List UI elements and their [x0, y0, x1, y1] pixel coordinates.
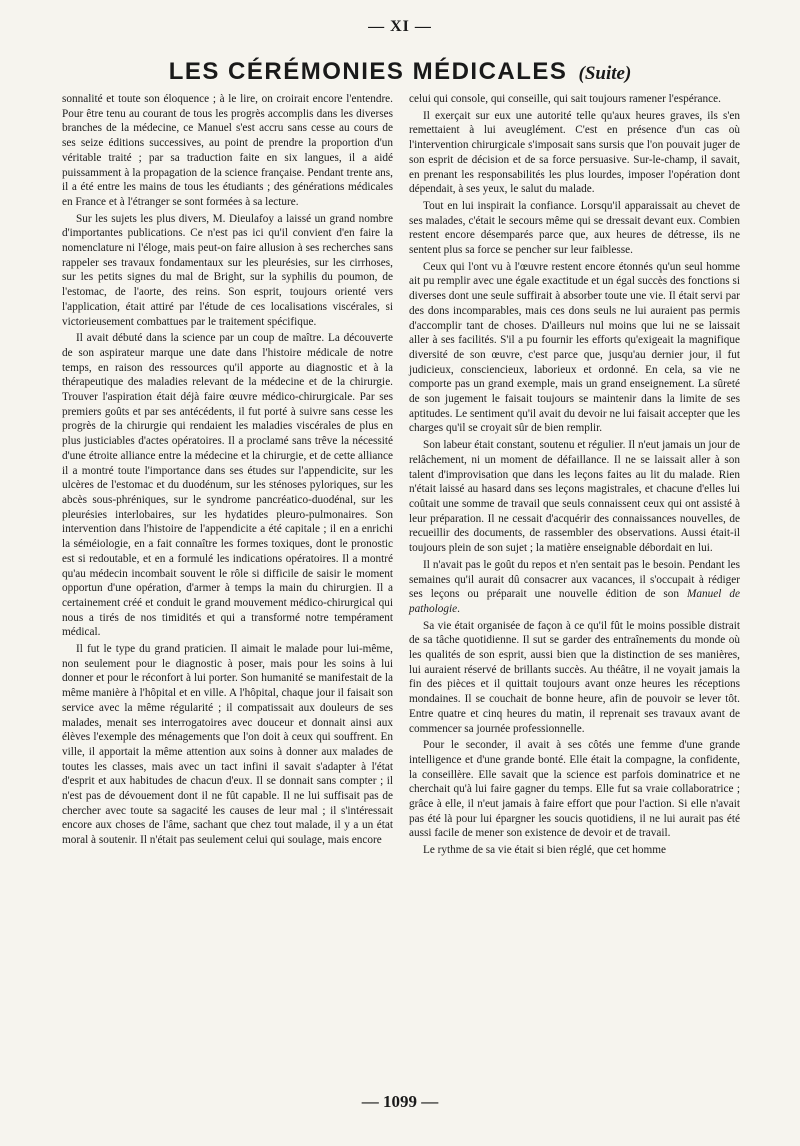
- paragraph: Il fut le type du grand praticien. Il aimait le malade pour lui-même, non seulement pour le diagnostic à poser, mais pour les soins à lui donner et pour le réconfort à lui porter. Son humanité se manifestait de la même manière à l'hôpital et en ville. A l'hôpital, chaque jour il faisait son service avec la même régularité ; il compatissait aux douleurs de ses malades, menait ses interrogatoires avec douceur et donnait ainsi aux élèves l'exemple des ménagements que l'on doit à ceux qui souffrent. En ville, il apportait la même attention aux soins à donner aux malades de toutes les classes, mais avec un tact infini il savait s'adapter à l'état d'esprit et aux habitudes de chacun d'eux. Il se donnait sans compter ; il n'est pas de dévouement dont il ne fût capable. Il ne lui suffisait pas de chercher avec toute sa sagacité les causes de leur mal ; il s'intéressait encore aux choses de l'âme, sachant que chez tout malade, il y a un état moral à soutenir. Il n'était pas seulement celui qui soulage, mais encore: [62, 643, 393, 847]
- paragraph: Ceux qui l'ont vu à l'œuvre restent encore étonnés qu'un seul homme ait pu remplir avec une égale exactitude et un égal succès des fonctions si diverses dont une seule suffirait à absorber toute une vie. Il était servi par des dons incomparables, mais ces dons seuls ne lui auraient pas permis d'accomplir tant de choses. D'ailleurs nul moins que lui ne se laissait aller à ses facilités. S'il a pu fournir les efforts qu'exigeait la magnifique diversité de son œuvre, c'est parce que, jusqu'au dernier jour, il fut judicieux, consciencieux, laborieux et ordonné. En cela, sa vie ne comporte pas un grand exemple, mais un grand enseignement. La sûreté de son jugement le faisait toujours se maintenir dans la limite de ses aptitudes. Le sentiment qu'il avait du devoir ne lui faisait accepter que les charges qu'il se croyait sûr de bien remplir.: [409, 260, 740, 435]
- article-title: LES CÉRÉMONIES MÉDICALES: [168, 58, 568, 85]
- paragraph: sonnalité et toute son éloquence ; à le lire, on croirait encore l'entendre. Pour être tenu au courant de tous les progrès accomplis dans les diverses branches de la médecine, ce Manuel s'est accru sans cesse au cours de ses seize éditions successives, au point de prendre la proportion d'un véritable traité ; par sa traduction faite en six langues, il a aidé puissamment à la propagation de la science française. Pendant trente ans, il a été entre les mains de tous les étudiants ; des générations médicales en France et à l'étranger se sont formées à sa lecture.: [62, 93, 393, 208]
- paragraph: Sa vie était organisée de façon à ce qu'il fût le moins possible distrait de sa tâche quotidienne. Il sut se garder des entraînements du monde où les qualités de son esprit, aussi bien que la distinction de ses manières, lui auraient réservé de brillants succès. Au théâtre, il ne voyait jamais la fin des pièces et il quittait toujours avant onze heures les réceptions mondaines. Il se couchait de bonne heure, afin de pouvoir se lever tôt. Entre quatre et cinq heures du matin, il reprenait ses travaux avant de commencer sa journée professionnelle.: [409, 619, 740, 735]
- paragraph: Il exerçait sur eux une autorité telle qu'aux heures graves, ils s'en remettaient à lui aveuglément. C'est en présence d'un cas où l'intervention chirurgicale s'imposait sans sursis que l'on pouvait juger de son esprit de décision et de sa force persuasive. Sur-le-champ, il savait, en prenant les responsabilités les plus lourdes, imposer l'opération dont dépendait, à ses yeux, le salut du malade.: [409, 109, 740, 196]
- paragraph: celui qui console, qui conseille, qui sait toujours ramener l'espérance.: [409, 93, 721, 105]
- paragraph: Son labeur était constant, soutenu et régulier. Il n'eut jamais un jour de relâchement, ni un moment de défaillance. Il ne se laissait aller à son talent d'improvisation que dans les leçons faites au lit du malade. Rien n'était laissé au hasard dans ses leçons magistrales, et chacune d'elles lui coûtait une somme de travail que seuls connaissent ceux qui ont assisté à leur préparation. Il ne cessait d'acquérir des connaissances nouvelles, de recueillir des documents, de rassembler des observations. Aussi était-il toujours plein de son sujet ; la matière enseignable débordait en lui.: [409, 439, 740, 555]
- title-suffix: (Suite): [578, 63, 632, 84]
- left-column: [62, 92, 393, 1082]
- page-number: — 1099 —: [361, 1092, 439, 1111]
- paragraph: Pour le seconder, il avait à ses côtés une femme d'une grande intelligence et d'une grande bonté. Elle était la compagne, la confidente, la conseillère. Elle savait que la science est parfois dominatrice et ne cherchait qu'à lui faire gagner du temps. Elle fut sa vraie collaboratrice ; grâce à elle, il n'eut jamais à faire effort que pour l'action. Si elle n'avait pas été là pour lui épargner les soucis quotidiens, il ne lui aurait pas été aussi facile de mener son existence de devoir et de travail.: [409, 739, 740, 840]
- paragraph-text: .: [457, 602, 460, 615]
- article-body: [62, 92, 740, 1082]
- paragraph: Sur les sujets les plus divers, M. Dieulafoy a laissé un grand nombre d'importantes publications. Ce n'est pas ici qu'il convient d'en faire la nomenclature ni l'éloge, mais peut-on faire allusion à ses recherches sans rappeler ses travaux fondamentaux sur les pleurésies, sur les cirrhoses, sur les petits signes du mal de Bright, sur la syphilis du poumon, de l'estomac, de l'aorte, des reins. Son esprit, toujours orienté vers l'application, était attiré par l'étude de ces localisations viscérales, si victorieusement combattues par le traitement spécifique.: [62, 212, 393, 328]
- paragraph: Le rythme de sa vie était si bien réglé, que cet homme: [423, 844, 667, 857]
- right-column: [409, 92, 740, 1082]
- page-roman-numeral: — XI —: [368, 18, 432, 35]
- paragraph: Tout en lui inspirait la confiance. Lorsqu'il apparaissait au chevet de ses malades, c'était le secours même qui se dressait devant eux. Combien restent encore désemparés parce que, aux heures de détresse, ils ne sentent plus sa force se pencher sur leur faiblesse.: [409, 199, 740, 257]
- paragraph: [409, 558, 740, 617]
- book-title: Manuel de pathologie: [409, 588, 740, 615]
- article-header: [0, 58, 800, 86]
- paragraph-text: Il n'avait pas le goût du repos et n'en sentait pas le besoin. Pendant les semaines qu'il aurait dû consacrer aux vacances, il s'occupait à rédiger ses leçons ou préparait une nouvelle édition de son: [409, 558, 740, 601]
- paragraph: Il avait débuté dans la science par un coup de maître. La découverte de son aspirateur marque une date dans l'histoire médicale de notre temps, en raison des ressources qu'il apporte au diagnostic et à la thérapeutique des maladies relevant de la médecine et de la chirurgie. Trouver l'aspiration était déjà faire œuvre médico-chirurgicale. Par ses premiers goûts et par ses antécédents, il fut porté à suivre sans cesse les progrès de la chirurgie qui rendaient les maladies viscérales de plus en plus justiciables d'actes opératoires. Il a proclamé sans trêve la nécessité d'une étroite alliance entre la médecine et la chirurgie, et de cette alliance il a montré toute l'importance dans ses études sur l'appendicite, sur les ulcères de l'estomac et du duodénum, sur les sténoses pyloriques, sur les abcès sous-phréniques, sur le syndrome pancréatico-duodénal, sur les pleurésies interlobaires, sur les hydatides pleuro-pulmonaires. Son intervention dans l'histoire de l'appendicite a été capitale ; il en a enrichi la séméiologie, en a fait connaître les formes toxiques, dont le pronostic est si redoutable, et en a formulé les indications opératoires. Il a montré qu'au médecin incombait souvent le rôle si difficile de saisir le moment opportun d'une opération, d'armer à temps la main du chirurgien. Il a certainement créé et conduit le grand mouvement médico-chirurgical qui nous a tirés de nos timidités et qui a transformé notre tempérament médical.: [62, 332, 393, 639]
